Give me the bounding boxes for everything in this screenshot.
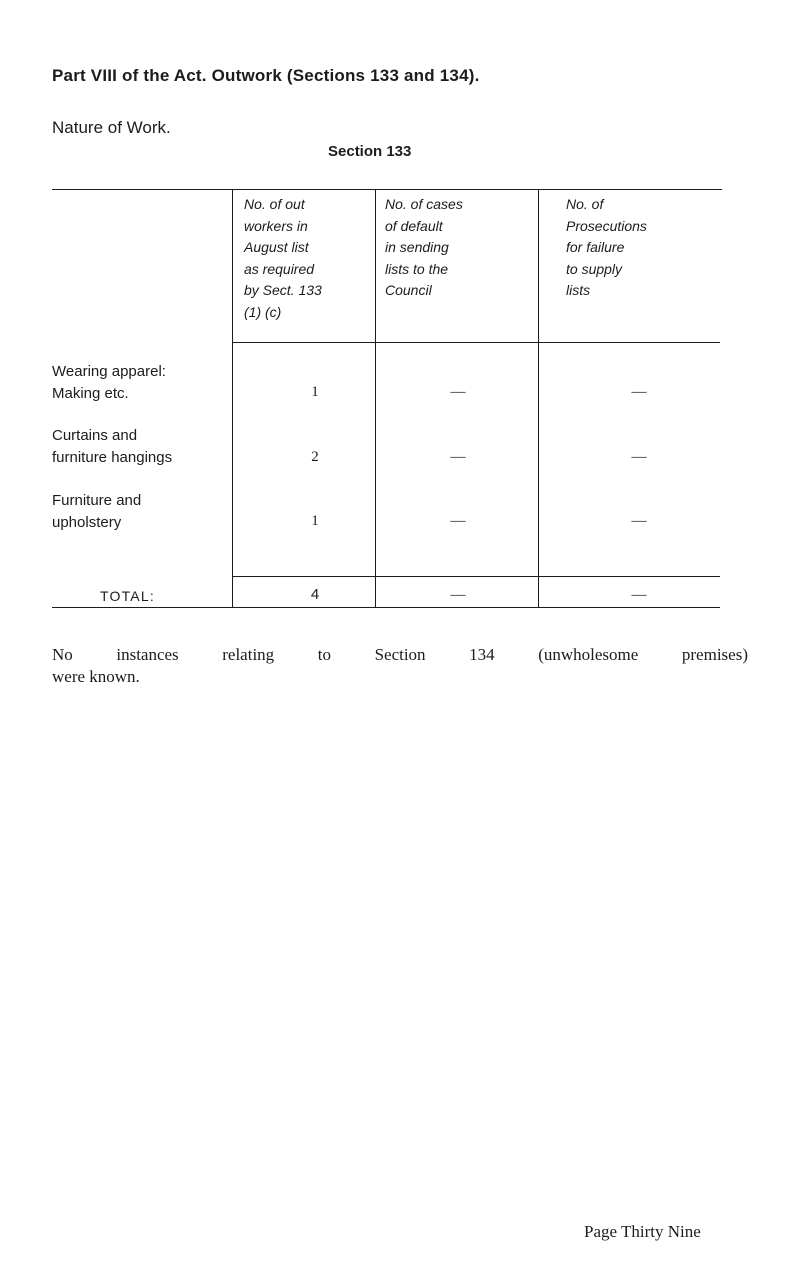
column-rule-1 xyxy=(232,189,233,608)
header-line: (1) (c) xyxy=(244,303,282,320)
header-line: No. of xyxy=(566,196,604,212)
header-line: No. of out xyxy=(244,196,305,212)
header-line: by Sect. 133 xyxy=(244,282,322,298)
header-line: Council xyxy=(385,282,432,298)
header-line: workers in xyxy=(244,217,308,234)
row-label-line: upholstery xyxy=(52,514,122,531)
row-label-curtains xyxy=(52,425,172,469)
row-label-line: Furniture and xyxy=(52,492,142,509)
table-cell: — xyxy=(450,384,466,400)
column-header-out-workers xyxy=(244,194,384,323)
row-label-wearing-apparel xyxy=(52,361,166,405)
column-header-cases-of-default xyxy=(385,194,525,302)
row-label-line: Making etc. xyxy=(52,385,129,402)
row-label-line: Wearing apparel: xyxy=(52,363,166,380)
row-label-line: Curtains and xyxy=(52,427,138,444)
table-cell: — xyxy=(631,384,647,400)
note-line: were known. xyxy=(52,667,140,686)
total-cell: — xyxy=(631,587,647,603)
header-bottom-rule xyxy=(232,342,720,343)
header-line: as required xyxy=(244,260,315,277)
section-134-note xyxy=(52,644,748,688)
table-cell: — xyxy=(450,449,466,465)
column-rule-3 xyxy=(538,189,539,608)
table-cell: 2 xyxy=(311,449,319,465)
header-line: lists xyxy=(566,282,591,298)
total-label: TOTAL: xyxy=(100,588,155,604)
table-cell: — xyxy=(631,449,647,465)
column-header-prosecutions xyxy=(566,194,706,302)
total-top-rule xyxy=(232,576,720,577)
note-line: No instances relating to Section 134 (unwholesome premises) xyxy=(52,645,748,664)
table-cell: — xyxy=(450,513,466,529)
total-cell: — xyxy=(450,587,466,603)
table-cell: — xyxy=(631,513,647,529)
table-cell: 1 xyxy=(311,384,319,400)
section-title: Section 133 xyxy=(328,143,412,160)
page-heading: Part VIII of the Act. Outwork (Sections 133 and 134). xyxy=(52,66,480,85)
row-label-furniture xyxy=(52,490,141,534)
header-line: Prosecutions xyxy=(566,217,647,234)
table-cell: 1 xyxy=(311,513,319,529)
header-line: August list xyxy=(244,239,309,255)
nature-of-work-label: Nature of Work. xyxy=(52,118,171,137)
table-bottom-rule xyxy=(52,607,720,608)
page-number: Page Thirty Nine xyxy=(584,1222,701,1241)
header-line: to supply xyxy=(566,260,623,277)
header-line: in sending xyxy=(385,239,449,255)
table-top-rule xyxy=(52,189,722,190)
header-line: for failure xyxy=(566,239,625,255)
header-line: of default xyxy=(385,217,443,234)
total-cell: 4 xyxy=(310,586,320,603)
row-label-line: furniture hangings xyxy=(52,449,173,466)
header-line: lists to the xyxy=(385,260,449,277)
header-line: No. of cases xyxy=(385,196,463,212)
